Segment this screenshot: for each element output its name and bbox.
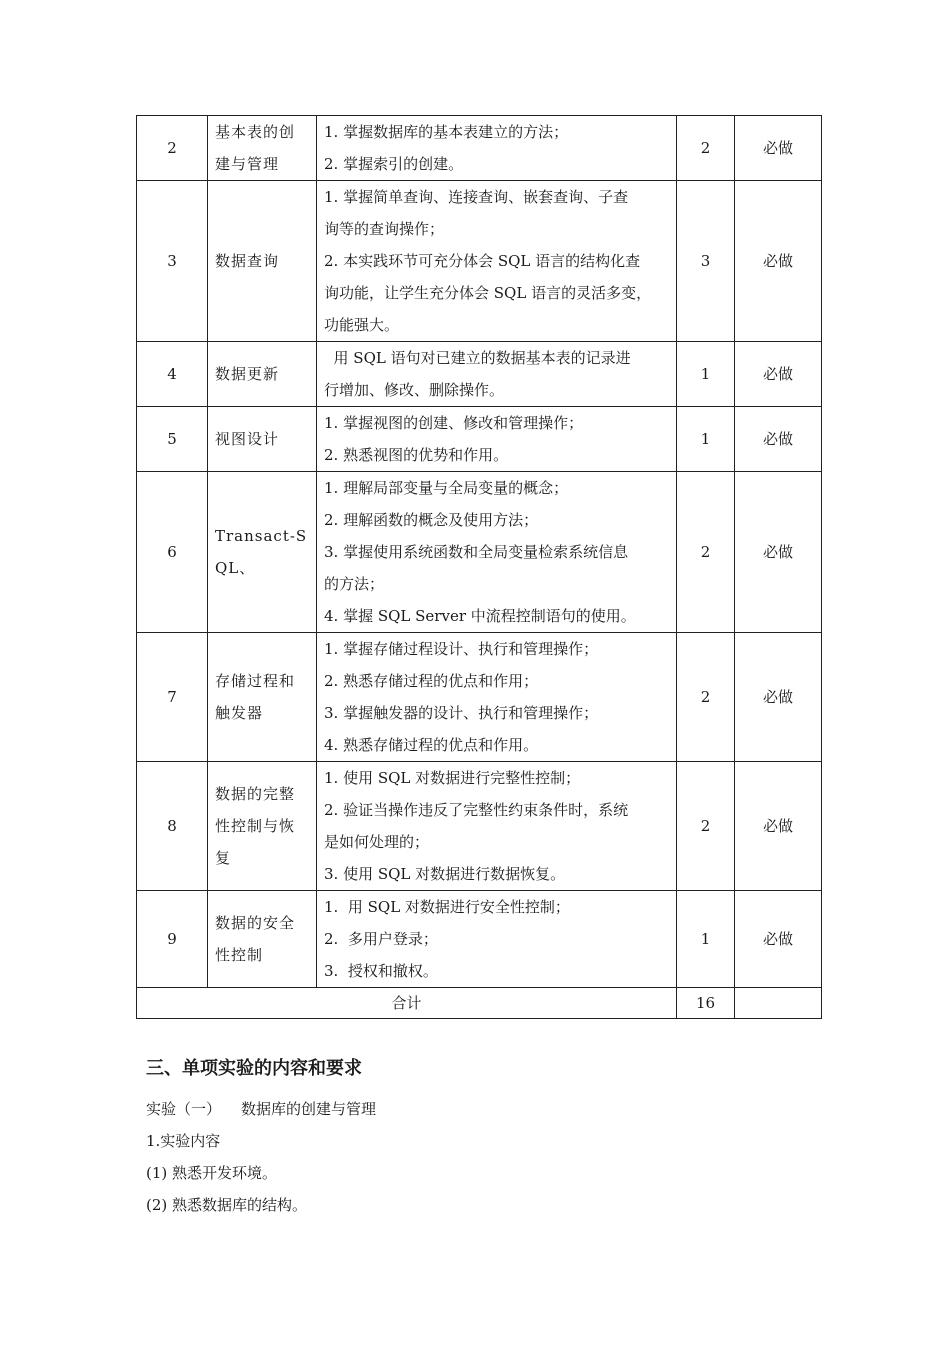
hours-cell: 2 — [677, 633, 735, 762]
section-heading: 三、单项实验的内容和要求 — [146, 1058, 362, 1079]
content-line: 询等的查询操作； — [324, 220, 445, 238]
row-number: 6 — [137, 472, 208, 633]
experiment-name-cell — [208, 407, 317, 472]
experiment-content-cell — [317, 181, 677, 342]
type-cell: 必做 — [735, 342, 822, 407]
content-line: 1. 理解局部变量与全局变量的概念； — [324, 479, 569, 497]
name-line: 数据的完整 — [215, 785, 296, 803]
name-line: 复 — [215, 849, 232, 867]
experiment-name-cell — [208, 472, 317, 633]
content-line: 1. 掌握视图的创建、修改和管理操作； — [324, 414, 584, 432]
type-cell: 必做 — [735, 472, 822, 633]
content-line: 的方法； — [324, 575, 385, 593]
name-line: 建与管理 — [215, 155, 280, 173]
content-line: 1. 掌握存储过程设计、执行和管理操作； — [324, 640, 599, 658]
row-number: 8 — [137, 762, 208, 891]
content-line: 功能强大。 — [324, 316, 400, 334]
table-row — [137, 762, 822, 891]
hours-cell: 1 — [677, 342, 735, 407]
experiment-label: 实验（一） — [146, 1100, 222, 1118]
table-row — [137, 342, 822, 407]
type-cell: 必做 — [735, 633, 822, 762]
content-line: 2. 熟悉存储过程的优点和作用； — [324, 672, 539, 690]
experiment-content-cell — [317, 342, 677, 407]
name-line: 基本表的创 — [215, 123, 296, 141]
content-line: 1. 掌握简单查询、连接查询、嵌套查询、子查 — [324, 188, 629, 206]
content-line: 4. 掌握 SQL Server 中流程控制语句的使用。 — [324, 607, 636, 625]
hours-cell: 1 — [677, 407, 735, 472]
content-line: 2. 掌握索引的创建。 — [324, 155, 464, 173]
content-line: 1. 用 SQL 对数据进行安全性控制； — [324, 898, 570, 916]
name-line: QL、 — [215, 559, 256, 577]
experiment-name-cell — [208, 633, 317, 762]
content-line: 3. 授权和撤权。 — [324, 962, 438, 980]
table-row — [137, 472, 822, 633]
type-cell: 必做 — [735, 762, 822, 891]
experiment-name-cell — [208, 181, 317, 342]
type-cell: 必做 — [735, 407, 822, 472]
content-line: 行增加、修改、删除操作。 — [324, 381, 505, 399]
hours-cell: 2 — [677, 762, 735, 891]
experiment-name-cell — [208, 342, 317, 407]
content-line: 3. 掌握触发器的设计、执行和管理操作； — [324, 704, 599, 722]
experiment-content-cell — [317, 762, 677, 891]
total-row — [137, 988, 822, 1019]
content-line: 1. 使用 SQL 对数据进行完整性控制； — [324, 769, 581, 787]
name-line: Transact-S — [215, 527, 308, 545]
content-line: 2. 熟悉视图的优势和作用。 — [324, 446, 509, 464]
content-line: 2. 多用户登录； — [324, 930, 438, 948]
content-line: 用 SQL 语句对已建立的数据基本表的记录进 — [324, 349, 631, 367]
table-row — [137, 181, 822, 342]
experiment-name-cell — [208, 891, 317, 988]
content-line: 2. 理解函数的概念及使用方法； — [324, 511, 539, 529]
total-type — [735, 988, 822, 1019]
name-line: 性控制与恢 — [215, 817, 296, 835]
content-line: 是如何处理的； — [324, 833, 430, 851]
name-line: 性控制 — [215, 946, 264, 964]
name-line: 数据更新 — [215, 365, 280, 383]
content-line: 3. 使用 SQL 对数据进行数据恢复。 — [324, 865, 566, 883]
row-number: 7 — [137, 633, 208, 762]
hours-cell: 2 — [677, 116, 735, 181]
content-line: 1. 掌握数据库的基本表建立的方法； — [324, 123, 569, 141]
hours-cell: 1 — [677, 891, 735, 988]
row-number: 5 — [137, 407, 208, 472]
table-row — [137, 116, 822, 181]
experiment-content-cell — [317, 407, 677, 472]
row-number: 2 — [137, 116, 208, 181]
content-line: 2. 本实践环节可充分体会 SQL 语言的结构化查 — [324, 252, 641, 270]
content-line: 2. 验证当操作违反了完整性约束条件时，系统 — [324, 801, 629, 819]
row-number: 3 — [137, 181, 208, 342]
experiment-name-cell — [208, 762, 317, 891]
name-line: 数据查询 — [215, 252, 280, 270]
experiment-schedule-table — [136, 115, 822, 1019]
name-line: 触发器 — [215, 704, 264, 722]
table-row — [137, 633, 822, 762]
table-row — [137, 891, 822, 988]
section-experiment-content — [146, 1055, 826, 1221]
content-item: (2) 熟悉数据库的结构。 — [146, 1196, 308, 1214]
row-number: 4 — [137, 342, 208, 407]
table-row — [137, 407, 822, 472]
total-hours: 16 — [677, 988, 735, 1019]
row-number: 9 — [137, 891, 208, 988]
type-cell: 必做 — [735, 116, 822, 181]
hours-cell: 3 — [677, 181, 735, 342]
experiment-name: 数据库的创建与管理 — [241, 1100, 377, 1118]
content-line: 4. 熟悉存储过程的优点和作用。 — [324, 736, 539, 754]
hours-cell: 2 — [677, 472, 735, 633]
content-item: (1) 熟悉开发环境。 — [146, 1164, 278, 1182]
experiment-content-cell — [317, 472, 677, 633]
experiment-title — [146, 1093, 826, 1125]
name-line: 数据的安全 — [215, 914, 296, 932]
experiment-content-cell — [317, 116, 677, 181]
experiment-content-cell — [317, 633, 677, 762]
type-cell: 必做 — [735, 891, 822, 988]
type-cell: 必做 — [735, 181, 822, 342]
table-body — [137, 116, 822, 1019]
content-line: 询功能，让学生充分体会 SQL 语言的灵活多变， — [324, 284, 652, 302]
content-subheading: 1.实验内容 — [146, 1132, 221, 1150]
name-line: 存储过程和 — [215, 672, 296, 690]
total-label: 合计 — [137, 988, 677, 1019]
content-line: 3. 掌握使用系统函数和全局变量检索系统信息 — [324, 543, 629, 561]
experiment-content-cell — [317, 891, 677, 988]
experiment-name-cell — [208, 116, 317, 181]
name-line: 视图设计 — [215, 430, 280, 448]
